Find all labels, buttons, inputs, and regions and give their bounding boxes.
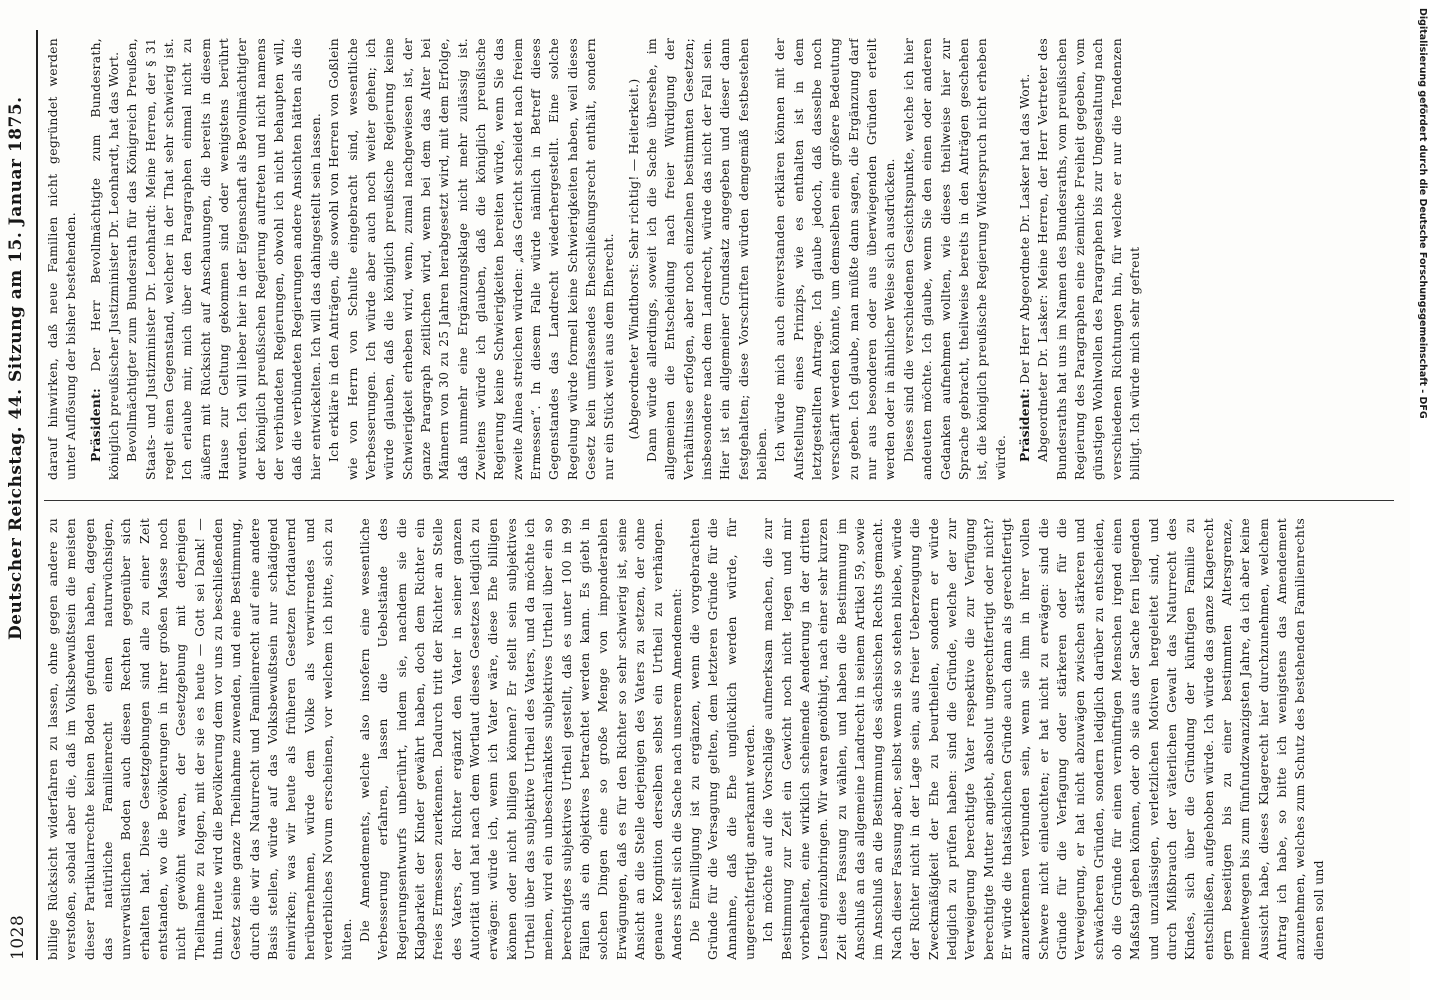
speaker-paragraph — [1016, 38, 1034, 480]
digitization-note — [1412, 8, 1432, 992]
paragraph: Bevollmächtigter zum Bundesrath für das Königreich Preußen, Staats- und Justizminister Dr. Leonhardt: Meine Herren, der § 31 regelt einen Gegenstand, welcher in der That sehr schwierig ist. Ich erlaube mir, mich über den Paragraphen einmal nicht zu äußern mit Rücksicht auf Anschauungen, die bereits in diesem Hause zur Geltung gekommen sind oder wenigstens berührt wurden. Ich will lieber hier in der Eigenschaft als Bevollmächtigter der königlich preußischen Regierung auftreten und nicht namens der verbündeten Regierungen, obwohl ich nicht behaupten will, daß die verbündeten Regierungen andere Ansichten hätten als die hier entwickelten. Ich will das dahingestellt sein lassen. — [124, 38, 323, 480]
paragraph: Ich würde mich auch einverstanden erklären können mit der Aufstellung eines Prinzips, wie es enthalten ist in dem letztgestellten Antrage. Ich glaube jedoch, daß dasselbe noch verschärft werden könnte, um demselben eine größere Bedeutung zu geben. Ich glaube, man müßte dann sagen, die Ergänzung darf nur aus besonderen oder aus überwiegenden Gründen erteilt werden oder in ähnlicher Weise sich ausdrücken. — [772, 38, 898, 480]
page-header — [6, 30, 32, 960]
interjection: (Abgeordneter Windthorst: Sehr richtig! — Heiterkeit.) — [625, 78, 641, 440]
paragraph: Ich möchte auf die Vorschläge aufmerksam machen, die zur Bestimmung zur Zeit ein Gewicht noch nicht legen und mir vorbehalten, eine wirklich scheinende Aenderung in der dritten Lesung einzubringen. Wir waren genöthigt, nach einer sehr kurzen Zeit diese Fassung zu wählen, und haben die Bestimmung im Anschluß an das allgemeine Landrecht in seinem Artikel 59, sowie im Anschluß an die Bestimmung des sächsischen Rechts gemacht. Nach dieser Fassung aber, selbst wenn sie so stehen bliebe, würde der Richter nicht in der Lage sein, aus freier Ueberzeugung die Zweckmäßigkeit der Ehe zu beurtheilen, sondern er würde lediglich zu prüfen haben: sind die Gründe, welche der zur Verweigerung berechtigte Vater respektive die zur Verfügung berechtigte Mutter angiebt, absolut ungerechtfertigt oder nicht? Er würde die thatsächlichen Gründe auch dann als gerechtfertigt anzuerkennen verbunden sein, wenn sie ihm in ihrer vollen Schwere nicht einleuchten; er hat nicht zu erwägen: sind die Gründe für die Verfagung oder stärkeren oder für die Verweigerung, er hat nicht abzuwägen zwischen stärkeren und schwächeren Gründen, sondern lediglich darüber zu entscheiden, ob die Gründe für einen vernünftigen Menschen irgend einen Maßstab geben können, oder ob sie aus der Sache fern liegenden und unzulässigen, verletzlichen Motiven hergeleitet sind, und durch Mißbrauch der väterlichen Gewalt das Naturrecht des Kindes, sich über die Gründung der künftigen Familie zu entschließen, aufgehoben würde. Ich würde das ganze Klagerecht gern beseitigen bis zu einer bestimmten Altersgrenze, meinetwegen bis zum fünfundzwanzigsten Jahre, da ich aber keine Aussicht habe, dieses Klagerecht hier durchzunehmen, welchem Antrag ich habe, so bitte ich wenigstens das Amendement anzunehmen, welches zum Schutz des bestehenden Familienrechts dienen soll und — [760, 518, 1326, 960]
speaker-paragraph — [87, 38, 124, 480]
page-number: 1028 — [8, 914, 28, 960]
speaker-label: Präsident: — [1016, 388, 1032, 462]
paragraph: Die Amendements, welche also insofern eine wesentliche Verbesserung erfahren, lassen die Uebelstände des Regierungsentwurfs unberührt, indem sie, nachdem sie die Klagbarkeit der Kinder gewährt haben, doch dem Richter ein freies Ermessen zuerkennen. Dadurch tritt der Richter an Stelle des Vaters, der Richter ergänzt den Vater in seiner ganzen Autorität und hat nach dem Wortlaut dieses Gesetzes lediglich zu erwägen: würde ich, wenn ich Vater wäre, diese Ehe billigen können oder nicht billigen können? Er stellt sein subjektives Urtheil über das subjektive Urtheil des Vaters, und da möchte ich meinen, wird ein unbeschränktes subjektives Urtheil über ein so berechtigtes subjektives Urtheil gestellt, daß es unter 100 in 99 Fällen als ein objektives betrachtet werden kann. Es giebt in solchen Dingen eine so große Menge von imponderablen Erwägungen, daß es für den Richter so sehr schwierig ist, seine Ansicht an die Stelle derjenigen des Vaters zu setzen, der ohne genaue Kognition derselben selbst ein Urtheil zu verhängen. Anders stellt sich die Sache nach unserem Amendement: — [356, 518, 684, 960]
paragraph: Die Einwilligung ist zu ergänzen, wenn die vorgebrachten Gründe für die Versagung gelten, dem letzteren Gründe für die Annahme, daß die Ehe unglücklich werden würde, für ungerechtfertigt anerkannt werden. — [687, 518, 758, 960]
paragraph: billige Rücksicht widerfahren zu lassen, ohne gegen andere zu verstoßen, sobald aber die, daß im Volksbewußtsein die meisten dieser Partikularrechte keinen Boden gefunden haben, dagegen das natürliche Familienrecht einen naturwüchsigen, unverwüstlichen Boden auch diesen Rechten gegenüber sich erhalten hat. Diese Gesetzgebungen sind alle zu einer Zeit entstanden, wo die Bevölkerungen in ihrer großen Masse noch nicht gewöhnt waren, der Gesetzgebung mit derjenigen Theilnahme zu folgen, mit der sie es heute — Gott sei Dank! — thun. Heute wird die Bevölkerung dem vor uns zu beschließenden Gesetz seine ganze Theilnahme zuwenden, und eine Bestimmung, durch die wir das Naturrecht und Familienrecht auf eine andere Basis stellen, würde auf das Volksbewußtsein nur schädigend einwirken; was wir heute als früheren Gesetzen fortdauernd herübernehmen, würde dem Volke als verwirrendes und verderbliches Novum erscheinen, vor welchem ich bitte, sich zu hüten. — [45, 518, 354, 960]
left-column — [44, 518, 1394, 960]
paragraph: Dieses sind die verschiedenen Gesichtspunkte, welche ich hier andeuten möchte. Ich glaube, wenn Sie den einen oder anderen Gedanken aufnehmen wollten, wie dieses theilweise hier zur Sprache gebracht, theilweise bereits in den Anträgen geschehen ist, die königlich preußische Regierung Widerspruch nicht erheben würde. — [900, 38, 1008, 480]
paragraph: darauf hinwirken, daß neue Familien nicht gegründet werden unter Auflösung der bisher bestehenden. — [45, 38, 79, 480]
column-divider — [44, 500, 1394, 501]
speaker-text: Der Herr Abgeordnete Dr. Lasker hat das Wort. — [1016, 73, 1032, 389]
paragraph: Ich erkläre in den Anträgen, die sowohl von Herren von Goßlein wie von Herrn von Schulte eingebracht sind, wesentliche Verbesserungen. Ich würde aber auch noch weiter gehen; ich würde glauben, daß die königlich preußische Regierung keine Schwierigkeit erheben wird, wenn, zumal nachgewiesen ist, der ganze Paragraph zeitlichen wird, wenn bei dem das Alter bei Männern von 30 zu 25 Jahren herabgesetzt wird, mit dem Erfolge, daß nunmehr eine Ergänzungsklage nicht mehr zulässig ist. Zweitens würde ich glauben, daß die königlich preußische Regierung keine Schwierigkeiten bereiten würde, wenn Sie das zweite Alinea streichen würden: „das Gericht scheidet nach freiem Ermessen“. In diesem Falle würde nämlich in Betreff dieses Gegenstandes das Landrecht wiederhergestellt. Eine solche Regelung würde formell keine Schwierigkeiten haben, weil dieses Gesetz kein umfassendes Eheschließungsrecht enthält, sondern nur ein Stück weit aus dem Eherecht. — [326, 38, 617, 480]
speaker-text: Der Herr Bevollmächtigte zum Bundesrath, königlich preußischer Justizminister Dr. Leonhardt, hat das Wort. — [87, 38, 122, 480]
digitization-note-text: Digitalisierung gefördert durch die Deutsche Forschungsgemeinschaft - DFG — [1417, 8, 1428, 419]
paragraph: Dann würde allerdings, soweit ich die Sache übersehe, im allgemeinen die Entscheidung nach freier Würdigung der Verhältnisse erfolgen, aber noch einzelnen bestimmten Gesetzen; insbesondere nach dem Landrecht, würde das nicht der Fall sein. Hier ist ein allgemeiner Grundsatz angegeben und dieser dann festgehalten; diese Vorschriften würden demgemäß festbestehen bleiben. — [644, 38, 770, 480]
right-column — [44, 38, 1394, 480]
header-rule — [36, 30, 38, 960]
page-title: Deutscher Reichstag. 44. Sitzung am 15. Januar 1875. — [6, 96, 26, 640]
speaker-label: Präsident: — [87, 388, 103, 462]
paragraph: Abgeordneter Dr. Lasker: Meine Herren, der Herr Vertreter des Bundesraths hat uns im Namen des Bundesraths, vom preußischen Regierung des Paragraphen eine ziemliche Freiheit gegeben, vom günstigen Wohlwollen des Paragraphen bis zur Umgestaltung nach verschiedenen Richtungen hin, für welche er nur die Tendenzen billigt. Ich würde mich sehr gefreut — [1035, 38, 1142, 480]
